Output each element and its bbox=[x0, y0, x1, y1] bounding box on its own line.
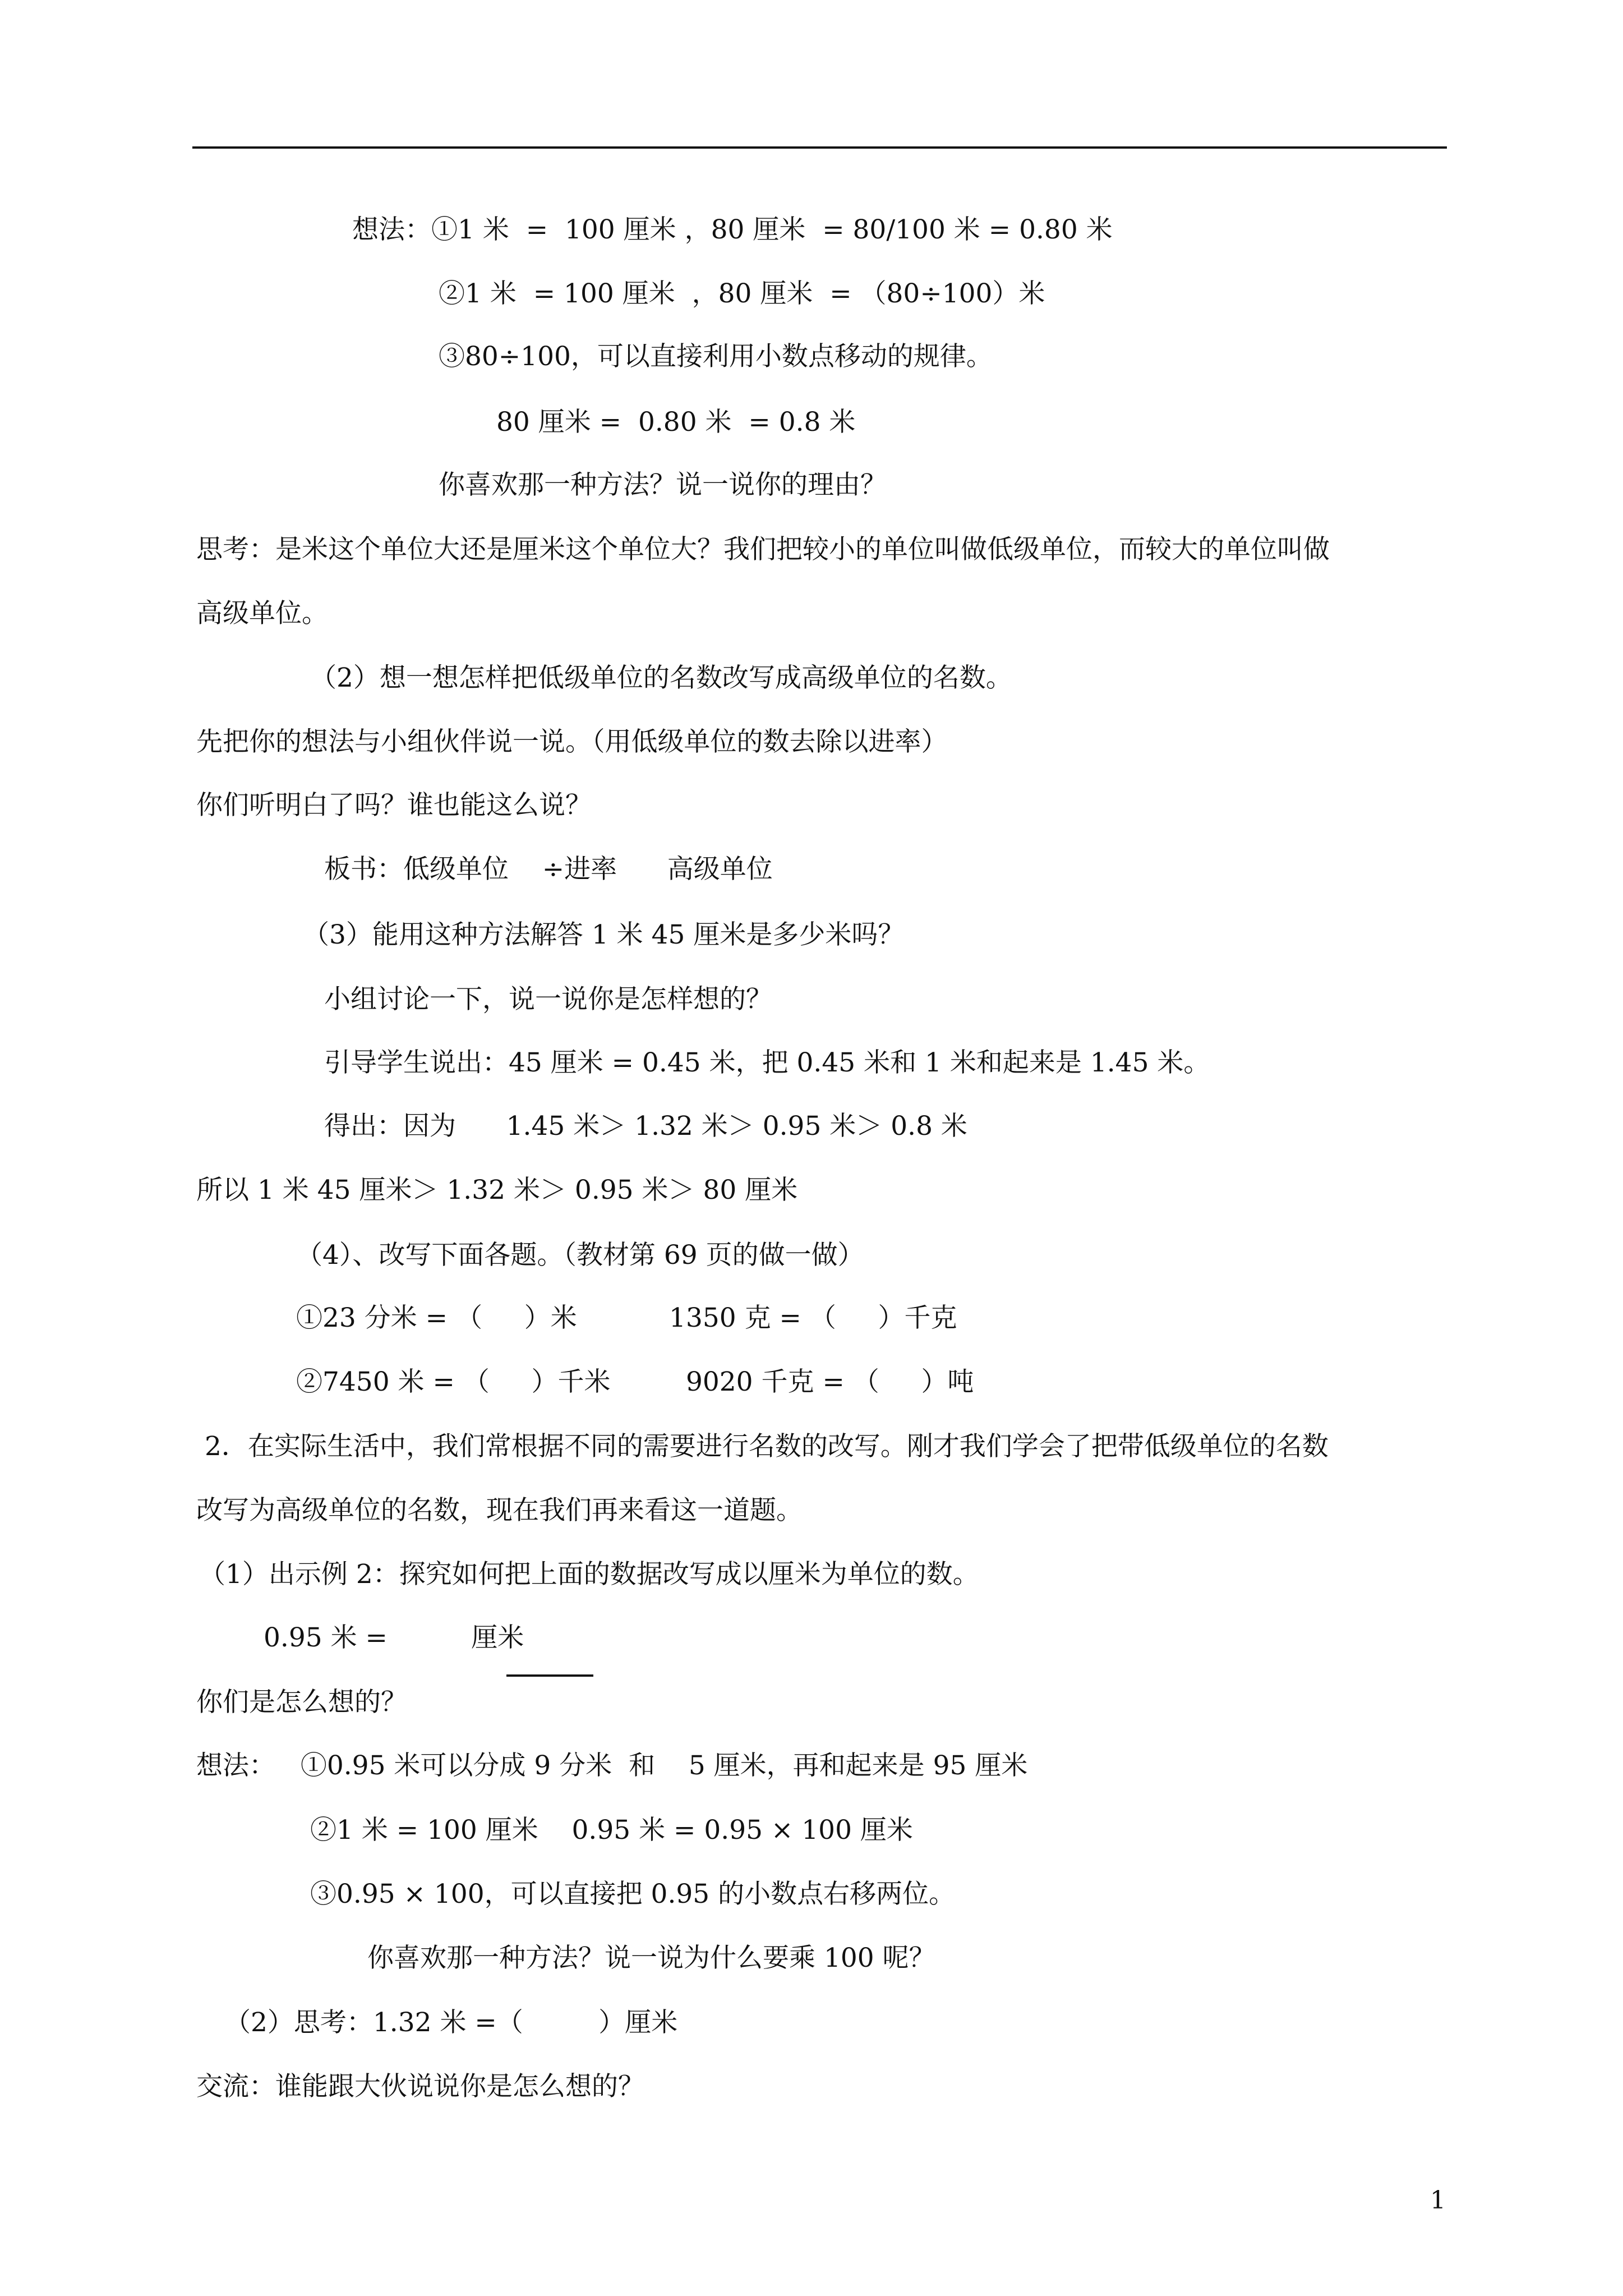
text-line: 思考：是米这个单位大还是厘米这个单位大？我们把较小的单位叫做低级单位，而较大的单位叫做 bbox=[196, 534, 1330, 565]
text-line: 想法：①1 米 = 100 厘米 ，80 厘米 = 80/100 米 = 0.80 米 bbox=[352, 214, 1113, 245]
text-line: ③80÷100，可以直接利用小数点移动的规律。 bbox=[439, 341, 993, 372]
text-line: （4）、改写下面各题。（教材第 69 页的做一做） bbox=[296, 1240, 864, 1271]
text-line: 你们听明白了吗？谁也能这么说？ bbox=[196, 790, 592, 821]
text-line: 引导学生说出：45 厘米 = 0.45 米，把 0.45 米和 1 米和起来是 1.45 米。 bbox=[324, 1047, 1210, 1078]
page-number: 1 bbox=[1430, 2186, 1446, 2215]
text-line: 先把你的想法与小组伙伴说一说。（用低级单位的数去除以进率） bbox=[196, 726, 948, 757]
text-line: 改写为高级单位的名数，现在我们再来看这一道题。 bbox=[196, 1495, 803, 1526]
text-line: （2）思考：1.32 米 =（ ）厘米 bbox=[224, 2007, 678, 2038]
text-line: 你们是怎么想的？ bbox=[196, 1687, 407, 1718]
text-line: ②1 米 = 100 厘米 ，80 厘米 = （80÷100）米 bbox=[439, 278, 1045, 309]
text-line: （1）出示例 2：探究如何把上面的数据改写成以厘米为单位的数。 bbox=[199, 1559, 979, 1590]
answer-blank-underline bbox=[506, 1674, 593, 1677]
text-line: 交流：谁能跟大伙说说你是怎么想的？ bbox=[196, 2071, 644, 2102]
text-line: 80 厘米 = 0.80 米 = 0.8 米 bbox=[496, 407, 856, 438]
header-rule bbox=[192, 146, 1447, 149]
text-line: 小组讨论一下，说一说你是怎样想的？ bbox=[324, 984, 772, 1015]
text-line: 得出：因为 1.45 米＞ 1.32 米＞ 0.95 米＞ 0.8 米 bbox=[324, 1111, 967, 1142]
text-line: 2．在实际生活中，我们常根据不同的需要进行名数的改写。刚才我们学会了把带低级单位的名数 bbox=[196, 1431, 1329, 1462]
text-line: （2）想一想怎样把低级单位的名数改写成高级单位的名数。 bbox=[310, 662, 1012, 693]
text-line: ②7450 米 = （ ）千米 9020 千克 = （ ）吨 bbox=[296, 1366, 974, 1397]
text-line: 板书：低级单位 ÷进率 高级单位 bbox=[324, 854, 773, 885]
text-line: 0.95 米 = 厘米 bbox=[264, 1622, 524, 1653]
text-line: ①23 分米 = （ ）米 1350 克 = （ ）千克 bbox=[296, 1303, 957, 1333]
text-line: 你喜欢那一种方法？说一说你的理由？ bbox=[439, 470, 887, 500]
text-line: ③0.95 × 100，可以直接把 0.95 的小数点右移两位。 bbox=[310, 1879, 956, 1910]
text-line: 你喜欢那一种方法？说一说为什么要乘 100 呢？ bbox=[367, 1943, 935, 1973]
text-line: 想法： ①0.95 米可以分成 9 分米 和 5 厘米，再和起来是 95 厘米 bbox=[196, 1750, 1028, 1781]
text-line: 高级单位。 bbox=[196, 598, 328, 629]
text-line: ②1 米 = 100 厘米 0.95 米 = 0.95 × 100 厘米 bbox=[310, 1815, 913, 1846]
text-line: （3）能用这种方法解答 1 米 45 厘米是多少米吗？ bbox=[303, 919, 905, 950]
text-line: 所以 1 米 45 厘米＞ 1.32 米＞ 0.95 米＞ 80 厘米 bbox=[196, 1175, 798, 1205]
